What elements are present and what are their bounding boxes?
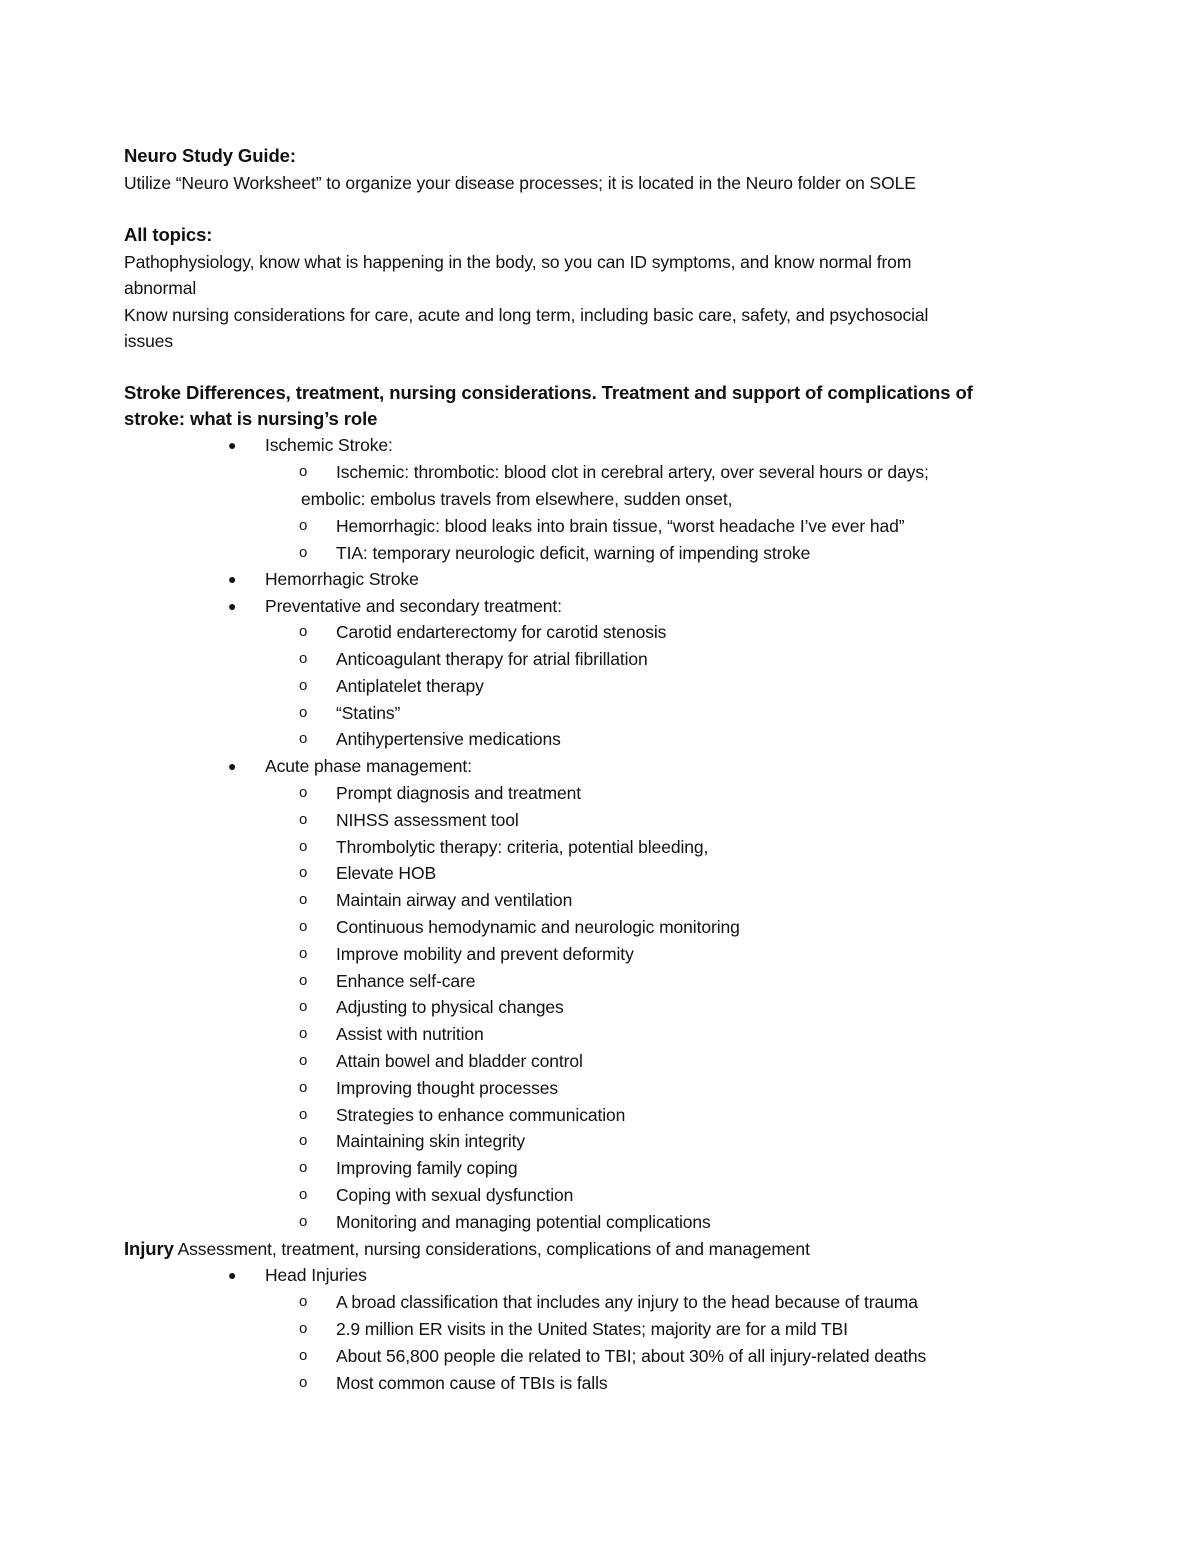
circle-bullet-icon: o: [299, 517, 308, 534]
sub-list-item: Monitoring and managing potential complications: [336, 1212, 711, 1232]
circle-bullet-icon: o: [299, 1052, 308, 1069]
circle-bullet-icon: o: [299, 650, 308, 667]
circle-bullet-icon: o: [299, 1186, 308, 1203]
circle-bullet-icon: o: [299, 838, 308, 855]
injury-heading-rest: Assessment, treatment, nursing considerations, complications of and management: [173, 1239, 810, 1259]
circle-bullet-icon: o: [299, 1374, 308, 1391]
all-topics-line: issues: [124, 331, 174, 351]
stroke-heading: Stroke Differences, treatment, nursing considerations. Treatment and support of complications of: [124, 382, 973, 403]
sub-list-item: Assist with nutrition: [336, 1024, 484, 1044]
sub-list-item: Antiplatelet therapy: [336, 676, 484, 696]
circle-bullet-icon: o: [299, 1106, 308, 1123]
injury-heading-bold: Injury: [124, 1238, 174, 1259]
sub-list-item: Thrombolytic therapy: criteria, potential bleeding,: [336, 837, 709, 857]
circle-bullet-icon: o: [299, 623, 308, 640]
circle-bullet-icon: o: [299, 784, 308, 801]
sub-list-item: Enhance self-care: [336, 971, 476, 991]
sub-list-item: Antihypertensive medications: [336, 729, 561, 749]
all-topics-line: abnormal: [124, 278, 197, 298]
circle-bullet-icon: o: [299, 1079, 308, 1096]
list-item: Head Injuries: [265, 1265, 367, 1285]
injury-heading: [124, 1238, 810, 1260]
sub-list-item: Most common cause of TBIs is falls: [336, 1373, 608, 1393]
all-topics-line: Pathophysiology, know what is happening in the body, so you can ID symptoms, and know normal from: [124, 252, 912, 272]
list-item: Ischemic Stroke:: [265, 435, 393, 455]
sub-list-item: Ischemic: thrombotic: blood clot in cerebral artery, over several hours or days;: [336, 462, 929, 482]
circle-bullet-icon: o: [299, 1320, 308, 1337]
bullet-icon: ●: [228, 571, 237, 587]
sub-list-item: Hemorrhagic: blood leaks into brain tissue, “worst headache I’ve ever had”: [336, 516, 905, 536]
circle-bullet-icon: o: [299, 704, 308, 721]
bullet-icon: ●: [228, 598, 237, 614]
circle-bullet-icon: o: [299, 945, 308, 962]
sub-list-item: Improving family coping: [336, 1158, 518, 1178]
sub-list-item-continued: embolic: embolus travels from elsewhere, sudden onset,: [301, 489, 733, 509]
sub-list-item: TIA: temporary neurologic deficit, warning of impending stroke: [336, 543, 811, 563]
sub-list-item: Improving thought processes: [336, 1078, 559, 1098]
sub-list-item: A broad classification that includes any injury to the head because of trauma: [336, 1292, 918, 1312]
list-item: Hemorrhagic Stroke: [265, 569, 419, 589]
intro-text: Utilize “Neuro Worksheet” to organize your disease processes; it is located in the Neuro folder on SOLE: [124, 173, 916, 193]
bullet-icon: ●: [228, 1267, 237, 1283]
circle-bullet-icon: o: [299, 463, 308, 480]
circle-bullet-icon: o: [299, 864, 308, 881]
circle-bullet-icon: o: [299, 1132, 308, 1149]
sub-list-item: Prompt diagnosis and treatment: [336, 783, 582, 803]
circle-bullet-icon: o: [299, 918, 308, 935]
sub-list-item: Coping with sexual dysfunction: [336, 1185, 574, 1205]
sub-list-item: NIHSS assessment tool: [336, 810, 519, 830]
circle-bullet-icon: o: [299, 1025, 308, 1042]
list-item: Acute phase management:: [265, 756, 472, 776]
bullet-icon: ●: [228, 758, 237, 774]
list-item: Preventative and secondary treatment:: [265, 596, 562, 616]
sub-list-item: Maintain airway and ventilation: [336, 890, 573, 910]
bullet-icon: ●: [228, 437, 237, 453]
all-topics-line: Know nursing considerations for care, acute and long term, including basic care, safety, and psychosocial: [124, 305, 929, 325]
sub-list-item: Anticoagulant therapy for atrial fibrillation: [336, 649, 648, 669]
circle-bullet-icon: o: [299, 1159, 308, 1176]
circle-bullet-icon: o: [299, 730, 308, 747]
circle-bullet-icon: o: [299, 972, 308, 989]
sub-list-item: Strategies to enhance communication: [336, 1105, 626, 1125]
sub-list-item: About 56,800 people die related to TBI; about 30% of all injury-related deaths: [336, 1346, 927, 1366]
page-title: Neuro Study Guide:: [124, 145, 296, 166]
circle-bullet-icon: o: [299, 1213, 308, 1230]
sub-list-item: Improve mobility and prevent deformity: [336, 944, 634, 964]
sub-list-item: Continuous hemodynamic and neurologic monitoring: [336, 917, 740, 937]
sub-list-item: Adjusting to physical changes: [336, 997, 564, 1017]
sub-list-item: Attain bowel and bladder control: [336, 1051, 583, 1071]
circle-bullet-icon: o: [299, 677, 308, 694]
circle-bullet-icon: o: [299, 811, 308, 828]
circle-bullet-icon: o: [299, 1293, 308, 1310]
circle-bullet-icon: o: [299, 1347, 308, 1364]
sub-list-item: “Statins”: [336, 703, 401, 723]
sub-list-item: Carotid endarterectomy for carotid stenosis: [336, 622, 667, 642]
circle-bullet-icon: o: [299, 891, 308, 908]
sub-list-item: Maintaining skin integrity: [336, 1131, 526, 1151]
sub-list-item: Elevate HOB: [336, 863, 437, 883]
circle-bullet-icon: o: [299, 998, 308, 1015]
all-topics-heading: All topics:: [124, 224, 213, 245]
sub-list-item: 2.9 million ER visits in the United States; majority are for a mild TBI: [336, 1319, 848, 1339]
stroke-heading: stroke: what is nursing’s role: [124, 408, 378, 429]
circle-bullet-icon: o: [299, 544, 308, 561]
